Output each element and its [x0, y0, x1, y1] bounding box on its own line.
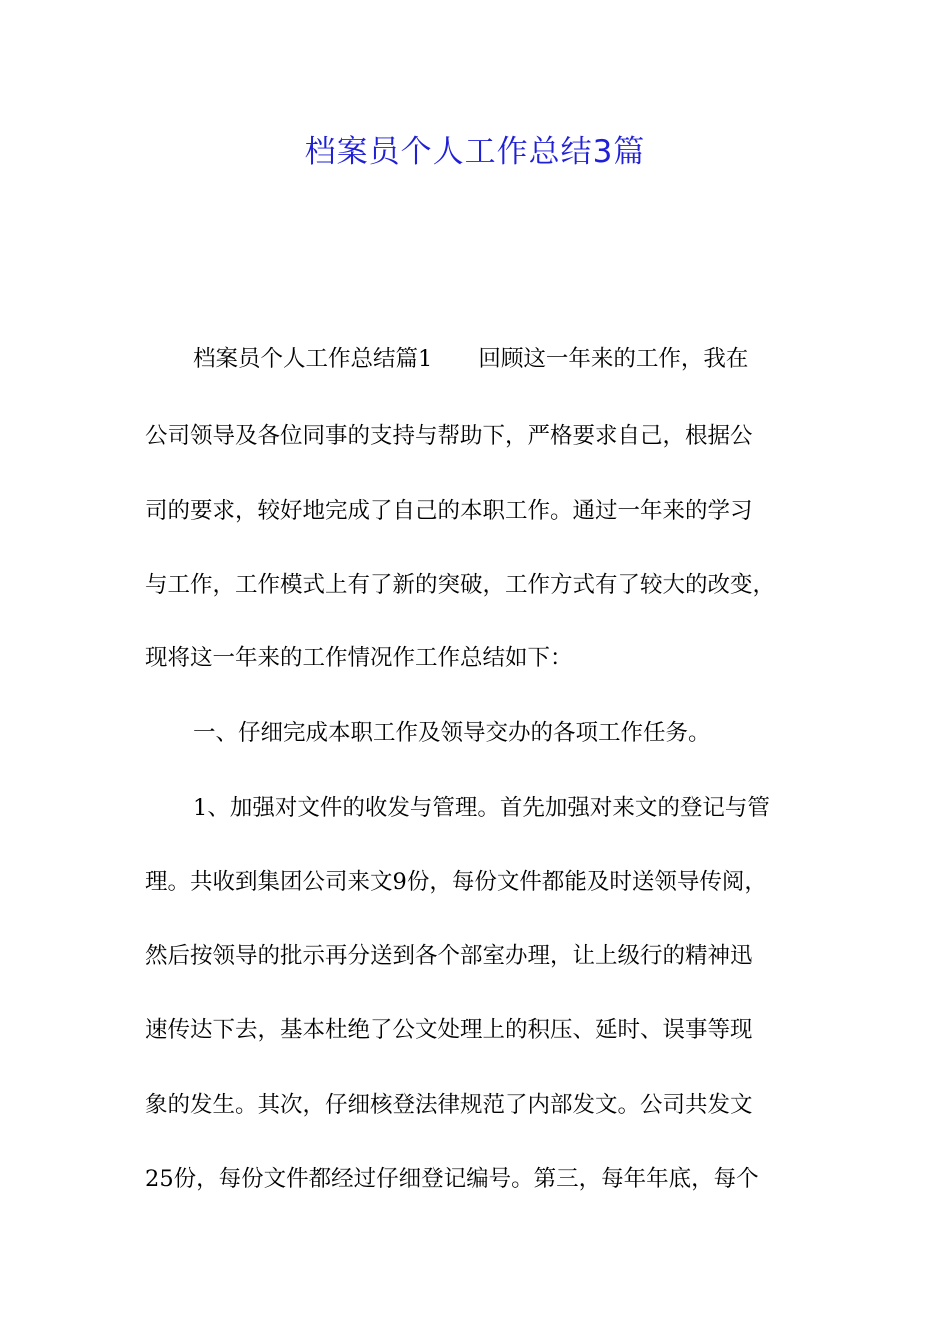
paragraph-line-10: 速传达下去，基本杜绝了公文处理上的积压、延时、误事等现 — [145, 1017, 753, 1043]
paragraph-line-7: 1、加强对文件的收发与管理。首先加强对来文的登记与管 — [193, 795, 770, 821]
paragraph-line-4: 与工作，工作模式上有了新的突破，工作方式有了较大的改变， — [145, 572, 776, 598]
paragraph-line-5: 现将这一年来的工作情况作工作总结如下： — [145, 645, 573, 671]
paragraph-line-1 — [193, 344, 873, 374]
paragraph-line-2: 公司领导及各位同事的支持与帮助下，严格要求自己，根据公 — [145, 423, 753, 449]
paragraph-line-11: 象的发生。其次，仔细核登法律规范了内部发文。公司共发文 — [145, 1092, 753, 1118]
paragraph-text: 回顾这一年来的工作，我在 — [478, 346, 749, 372]
paragraph-line-8: 理。共收到集团公司来文9份，每份文件都能及时送领导传阅， — [145, 869, 767, 895]
section-heading: 一、仔细完成本职工作及领导交办的各项工作任务。 — [193, 720, 711, 746]
paragraph-line-12: 25份，每份文件都经过仔细登记编号。第三，每年年底，每个 — [145, 1166, 759, 1192]
paragraph-line-9: 然后按领导的批示再分送到各个部室办理，让上级行的精神迅 — [145, 943, 753, 969]
section-heading-inline: 档案员个人工作总结篇1 — [193, 346, 433, 372]
paragraph-line-3: 司的要求，较好地完成了自己的本职工作。通过一年来的学习 — [145, 498, 753, 524]
document-title: 档案员个人工作总结3篇 — [304, 134, 646, 170]
